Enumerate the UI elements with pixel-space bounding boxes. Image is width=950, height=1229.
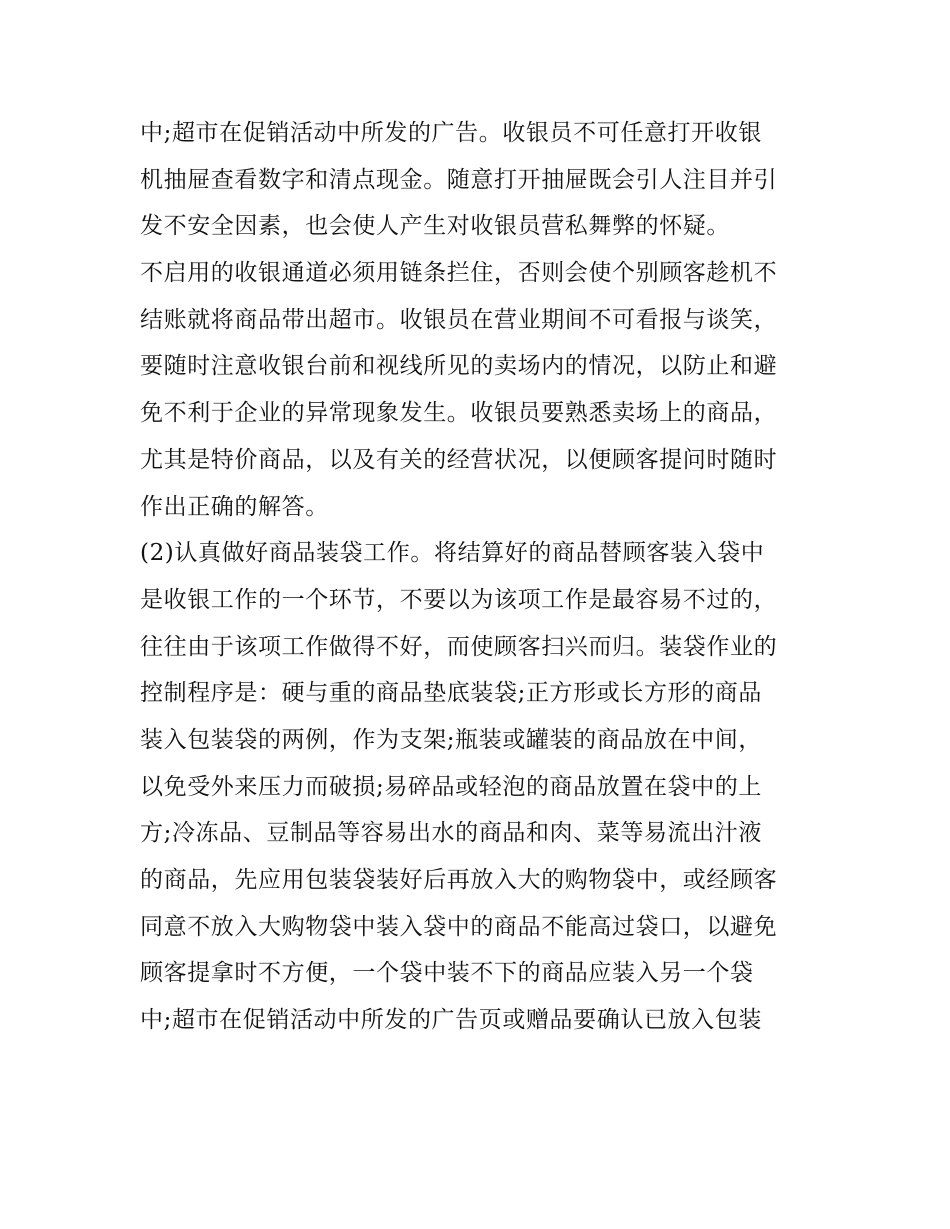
text-line: 顾客提拿时不方便，一个袋中装不下的商品应装入另一个袋 bbox=[140, 960, 754, 987]
text-line: 同意不放入大购物袋中装入袋中的商品不能高过袋口，以避免 bbox=[140, 913, 778, 940]
text-line: 要随时注意收银台前和视线所见的卖场内的情况，以防止和避 bbox=[140, 353, 778, 380]
text-line: 中;超市在促销活动中所发的广告。收银员不可任意打开收银 bbox=[140, 120, 762, 146]
text-line: 是收银工作的一个环节，不要以为该项工作是最容易不过的， bbox=[140, 586, 778, 613]
text-line: 往往由于该项工作做得不好，而使顾客扫兴而归。装袋作业的 bbox=[140, 633, 778, 660]
text-line: 以免受外来压力而破损;易碎品或轻泡的商品放置在袋中的上 bbox=[140, 773, 762, 800]
text-line: 中;超市在促销活动中所发的广告页或赠品要确认已放入包装 bbox=[140, 1007, 762, 1034]
body-text bbox=[140, 110, 830, 1044]
text-line: 结账就将商品带出超市。收银员在营业期间不可看报与谈笑， bbox=[140, 306, 778, 333]
text-line: 装入包装袋的两例，作为支架;瓶装或罐装的商品放在中间， bbox=[140, 726, 762, 753]
text-line: 方;冷冻品、豆制品等容易出水的商品和肉、菜等易流出汁液 bbox=[140, 820, 762, 847]
text-line: 不启用的收银通道必须用链条拦住，否则会使个别顾客趁机不 bbox=[140, 260, 778, 287]
text-line: 免不利于企业的异常现象发生。收银员要熟悉卖场上的商品， bbox=[140, 400, 778, 427]
text-line: 机抽屉查看数字和清点现金。随意打开抽屉既会引人注目并引 bbox=[140, 166, 778, 193]
text-line: 的商品，先应用包装袋装好后再放入大的购物袋中，或经顾客 bbox=[140, 867, 778, 893]
text-line: 尤其是特价商品，以及有关的经营状况，以便顾客提问时随时 bbox=[140, 446, 778, 473]
text-line: 控制程序是：硬与重的商品垫底装袋;正方形或长方形的商品 bbox=[140, 680, 762, 707]
text-line: 作出正确的解答。 bbox=[140, 493, 329, 520]
text-line: 发不安全因素，也会使人产生对收银员营私舞弊的怀疑。 bbox=[140, 213, 730, 240]
text-line: (2)认真做好商品装袋工作。将结算好的商品替顾客装入袋中 bbox=[140, 540, 765, 567]
